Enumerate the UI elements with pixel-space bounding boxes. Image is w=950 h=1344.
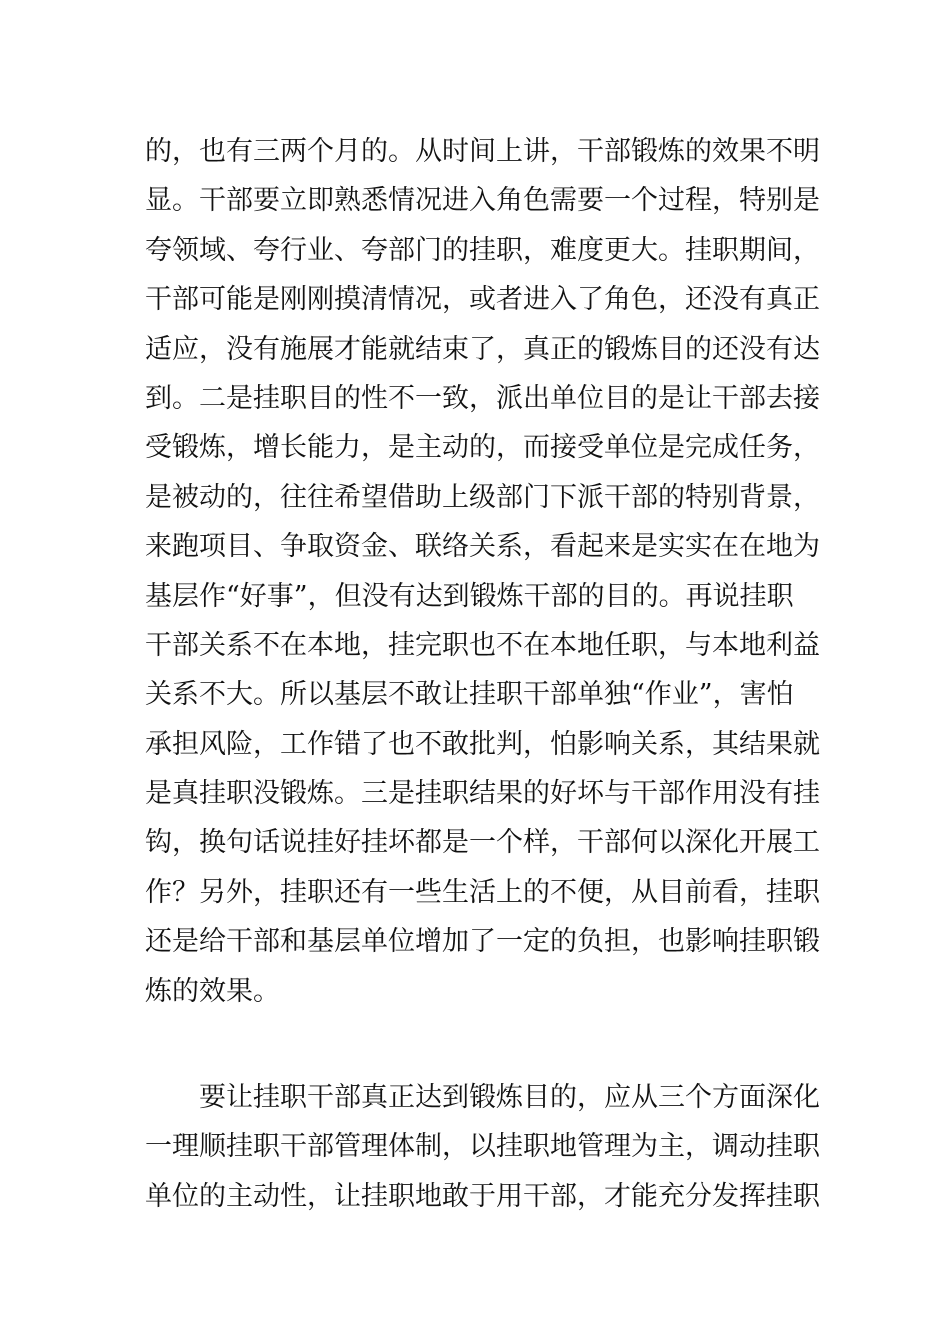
- text-line: 还是给干部和基层单位增加了一定的负担，也影响挂职锻: [145, 926, 820, 958]
- text-line: 一理顺挂职干部管理体制，以挂职地管理为主，调动挂职: [145, 1131, 820, 1163]
- text-line: 单位的主动性，让挂职地敢于用干部，才能充分发挥挂职: [145, 1180, 820, 1212]
- text-line: 是被动的，往往希望借助上级部门下派干部的特别背景，: [145, 481, 820, 513]
- text-line: 承担风险，工作错了也不敢批判，怕影响关系，其结果就: [145, 728, 820, 760]
- text-line: 显。干部要立即熟悉情况进入角色需要一个过程，特别是: [145, 185, 820, 217]
- text-line: 关系不大。所以基层不敢让挂职干部单独“作业”，害怕: [145, 679, 794, 711]
- text-line: 的，也有三两个月的。从时间上讲，干部锻炼的效果不明: [145, 136, 820, 167]
- text-line: 干部可能是刚刚摸清情况，或者进入了角色，还没有真正: [145, 284, 820, 316]
- paragraph: [145, 1073, 820, 1221]
- text-line: 是真挂职没锻炼。三是挂职结果的好坏与干部作用没有挂: [145, 778, 820, 810]
- text-line: 到。二是挂职目的性不一致，派出单位目的是让干部去接: [145, 382, 820, 414]
- paragraph: [145, 127, 820, 1016]
- text-line: 要让挂职干部真正达到锻炼目的，应从三个方面深化: [199, 1082, 820, 1113]
- text-line: 作？另外，挂职还有一些生活上的不便，从目前看，挂职: [145, 876, 820, 908]
- text-line: 钩，换句话说挂好挂坏都是一个样，干部何以深化开展工: [145, 827, 820, 859]
- text-line: 来跑项目、争取资金、联络关系，看起来是实实在在地为: [145, 531, 820, 563]
- text-line: 基层作“好事”，但没有达到锻炼干部的目的。再说挂职: [145, 580, 794, 612]
- text-line: 适应，没有施展才能就结束了，真正的锻炼目的还没有达: [145, 333, 820, 365]
- text-line: 干部关系不在本地，挂完职也不在本地任职，与本地利益: [145, 629, 820, 661]
- text-line: 夸领域、夸行业、夸部门的挂职，难度更大。挂职期间，: [145, 234, 820, 266]
- text-line: 炼的效果。: [145, 975, 280, 1007]
- text-line: 受锻炼，增长能力，是主动的，而接受单位是完成任务，: [145, 432, 820, 464]
